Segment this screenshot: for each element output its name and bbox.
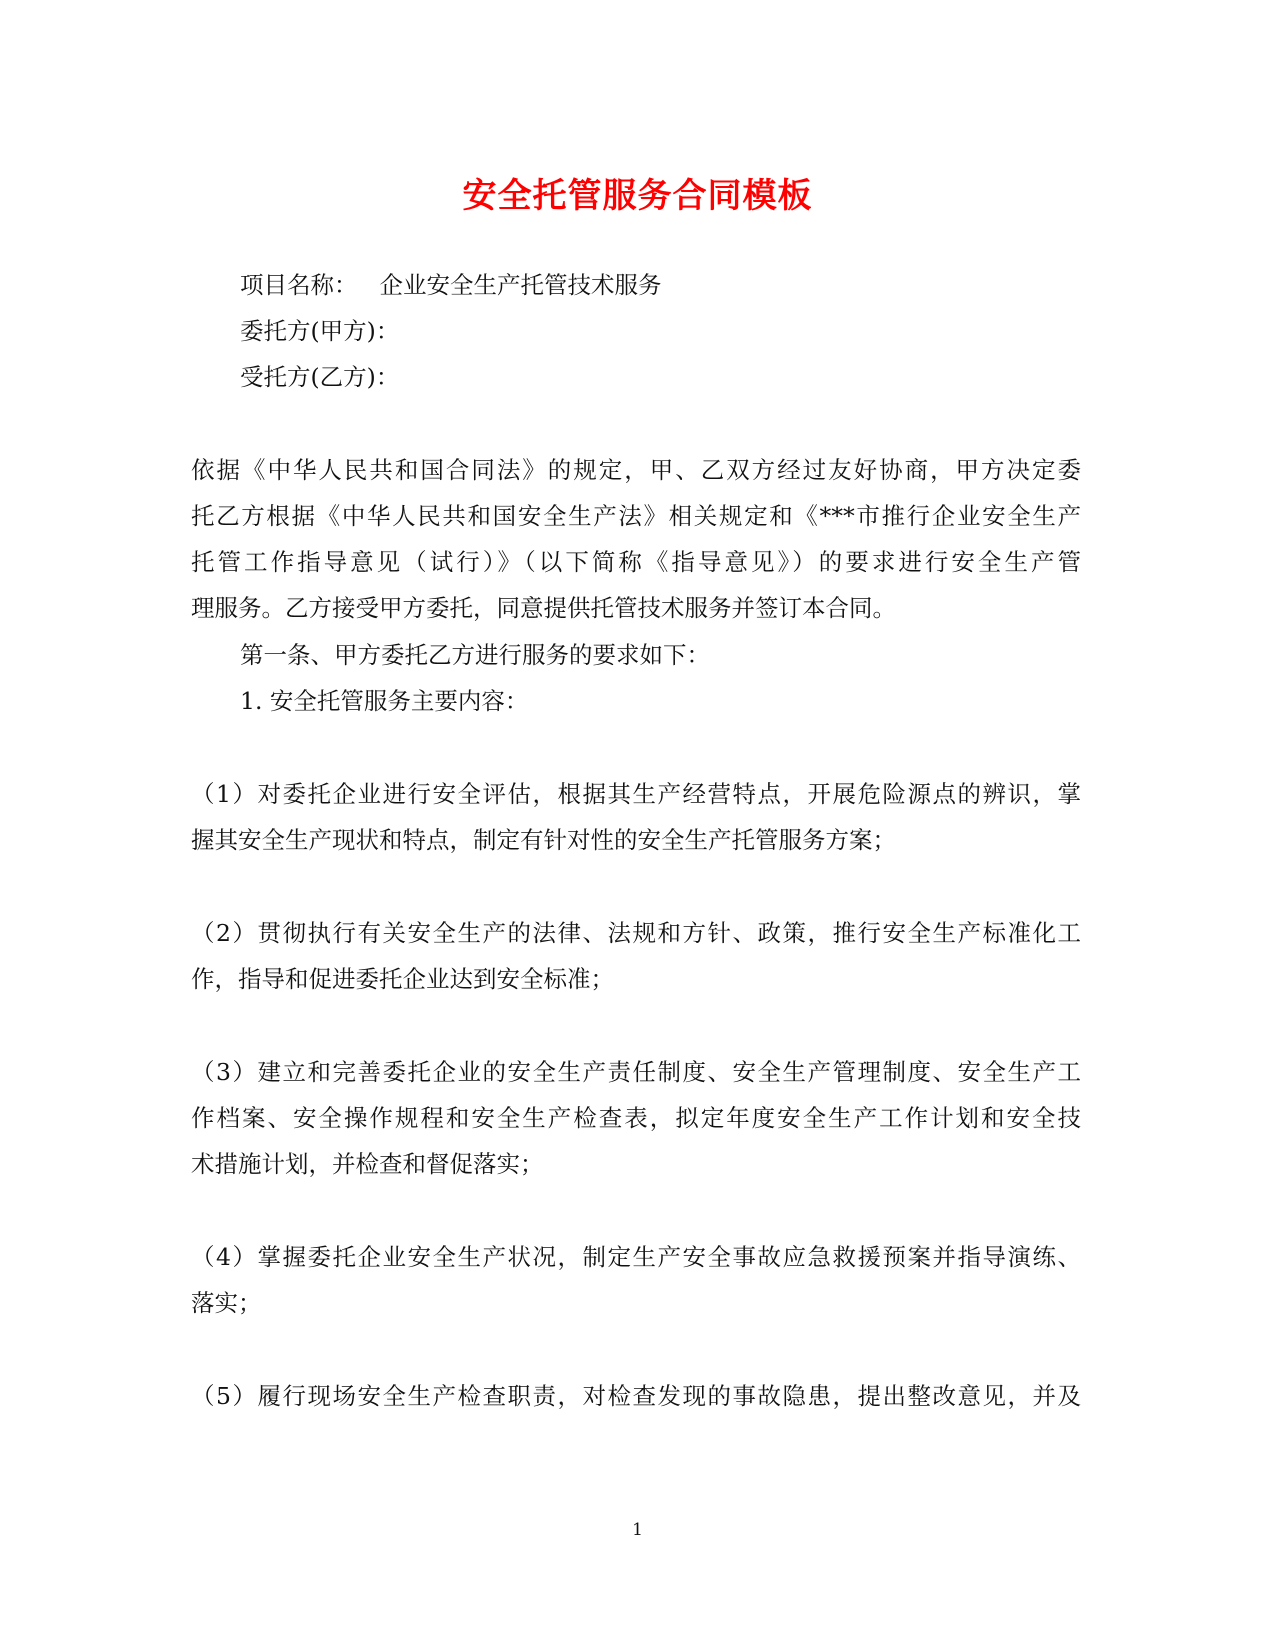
item-line: （4）掌握委托企业安全生产状况，制定生产安全事故应急救援预案并指导演练、 <box>191 1243 1081 1271</box>
page-number: 1 <box>632 1520 643 1540</box>
preamble-line: 托乙方根据《中华人民共和国安全生产法》相关规定和《***市推行企业安全生产 <box>191 502 1081 530</box>
item-line: （5）履行现场安全生产检查职责，对检查发现的事故隐患，提出整改意见，并及 <box>191 1382 1081 1410</box>
item-line: 落实； <box>191 1289 262 1317</box>
item-line: 作，指导和促进委托企业达到安全标准； <box>191 965 614 993</box>
item-line: （1）对委托企业进行安全评估，根据其生产经营特点，开展危险源点的辨识，掌 <box>191 780 1081 808</box>
preamble-line: 托管工作指导意见（试行）》（以下简称《指导意见》）的要求进行安全生产管 <box>191 548 1081 576</box>
project-name-value: 企业安全生产托管技术服务 <box>379 271 662 299</box>
project-name-line <box>240 270 662 300</box>
document-title: 安全托管服务合同模板 <box>462 176 813 216</box>
article-1-heading: 第一条、甲方委托乙方进行服务的要求如下： <box>240 641 710 669</box>
item-line: 握其安全生产现状和特点，制定有针对性的安全生产托管服务方案； <box>191 826 896 854</box>
section-1-heading: 1. 安全托管服务主要内容： <box>240 687 529 715</box>
party-a-label: 委托方(甲方)： <box>240 317 400 345</box>
item-line: 术措施计划，并检查和督促落实； <box>191 1150 544 1178</box>
party-b-label: 受托方(乙方)： <box>240 363 400 391</box>
project-name-label: 项目名称： <box>240 271 358 299</box>
item-line: 作档案、安全操作规程和安全生产检查表，拟定年度安全生产工作计划和安全技 <box>191 1104 1081 1132</box>
item-line: （3）建立和完善委托企业的安全生产责任制度、安全生产管理制度、安全生产工 <box>191 1058 1081 1086</box>
preamble-line: 依据《中华人民共和国合同法》的规定，甲、乙双方经过友好协商，甲方决定委 <box>191 456 1081 484</box>
item-line: （2）贯彻执行有关安全生产的法律、法规和方针、政策，推行安全生产标准化工 <box>191 919 1081 947</box>
preamble-line: 理服务。乙方接受甲方委托，同意提供托管技术服务并签订本合同。 <box>191 594 896 622</box>
